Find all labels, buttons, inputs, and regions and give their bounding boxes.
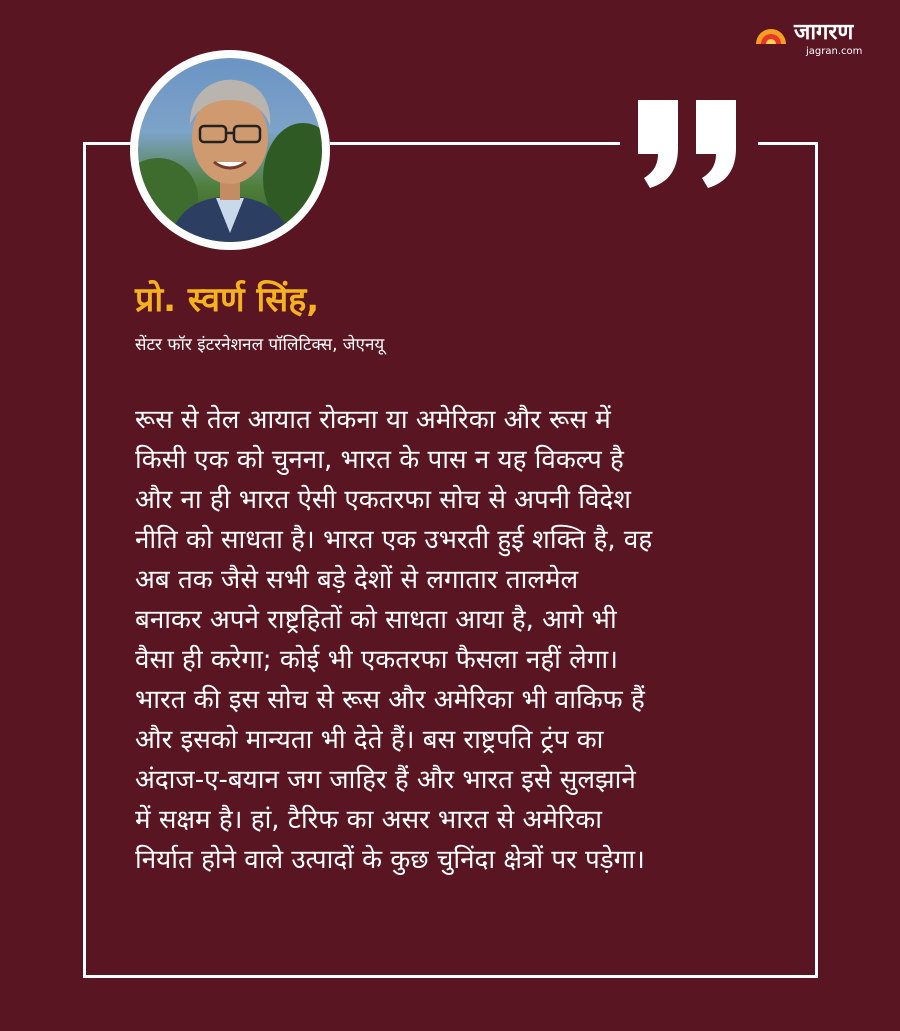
frame-border-left xyxy=(83,142,86,978)
logo-site: jagran.com xyxy=(806,46,863,57)
closing-quote-icon xyxy=(630,96,750,192)
avatar xyxy=(138,58,322,242)
quote-line: वैसा ही करेगा; कोई भी एकतरफा फैसला नहीं लेगा। xyxy=(135,645,619,675)
person-name: प्रो. स्वर्ण सिंह, xyxy=(135,280,320,320)
sun-logo-icon xyxy=(754,24,788,44)
quote-line: और ना ही भारत ऐसी एकतरफा सोच से अपनी विदेश xyxy=(135,485,631,515)
quote-body xyxy=(135,400,775,880)
quote-line: नीति को साधता है। भारत एक उभरती हुई शक्ति है, वह xyxy=(135,525,653,555)
quote-line: किसी एक को चुनना, भारत के पास न यह विकल्प है xyxy=(135,445,624,475)
quote-line: रूस से तेल आयात रोकना या अमेरिका और रूस में xyxy=(135,405,611,435)
frame-border-right xyxy=(815,142,818,978)
quote-line: निर्यात होने वाले उत्पादों के कुछ चुनिंदा क्षेत्रों पर पड़ेगा। xyxy=(135,845,645,875)
frame-border-bottom xyxy=(83,975,818,978)
quote-line: में सक्षम है। हां, टैरिफ का असर भारत से अमेरिका xyxy=(135,805,602,835)
avatar-portrait xyxy=(138,58,322,242)
jagran-logo xyxy=(754,20,874,60)
quote-line: अंदाज-ए-बयान जग जाहिर हैं और भारत इसे सुलझाने xyxy=(135,765,636,795)
frame-border-top-right xyxy=(758,142,818,145)
person-designation: सेंटर फॉर इंटरनेशनल पॉलिटिक्स, जेएनयू xyxy=(135,335,385,355)
quote-line: और इसको मान्यता भी देते हैं। बस राष्ट्रपति ट्रंप का xyxy=(135,725,604,755)
quote-line: अब तक जैसे सभी बड़े देशों से लगातार तालमेल xyxy=(135,565,579,595)
quote-line: बनाकर अपने राष्ट्रहितों को साधता आया है, आगे भी xyxy=(135,605,617,635)
logo-text: जागरण xyxy=(794,20,854,45)
quote-line: भारत की इस सोच से रूस और अमेरिका भी वाकिफ हैं xyxy=(135,685,645,715)
frame-border-top-middle xyxy=(330,142,620,145)
